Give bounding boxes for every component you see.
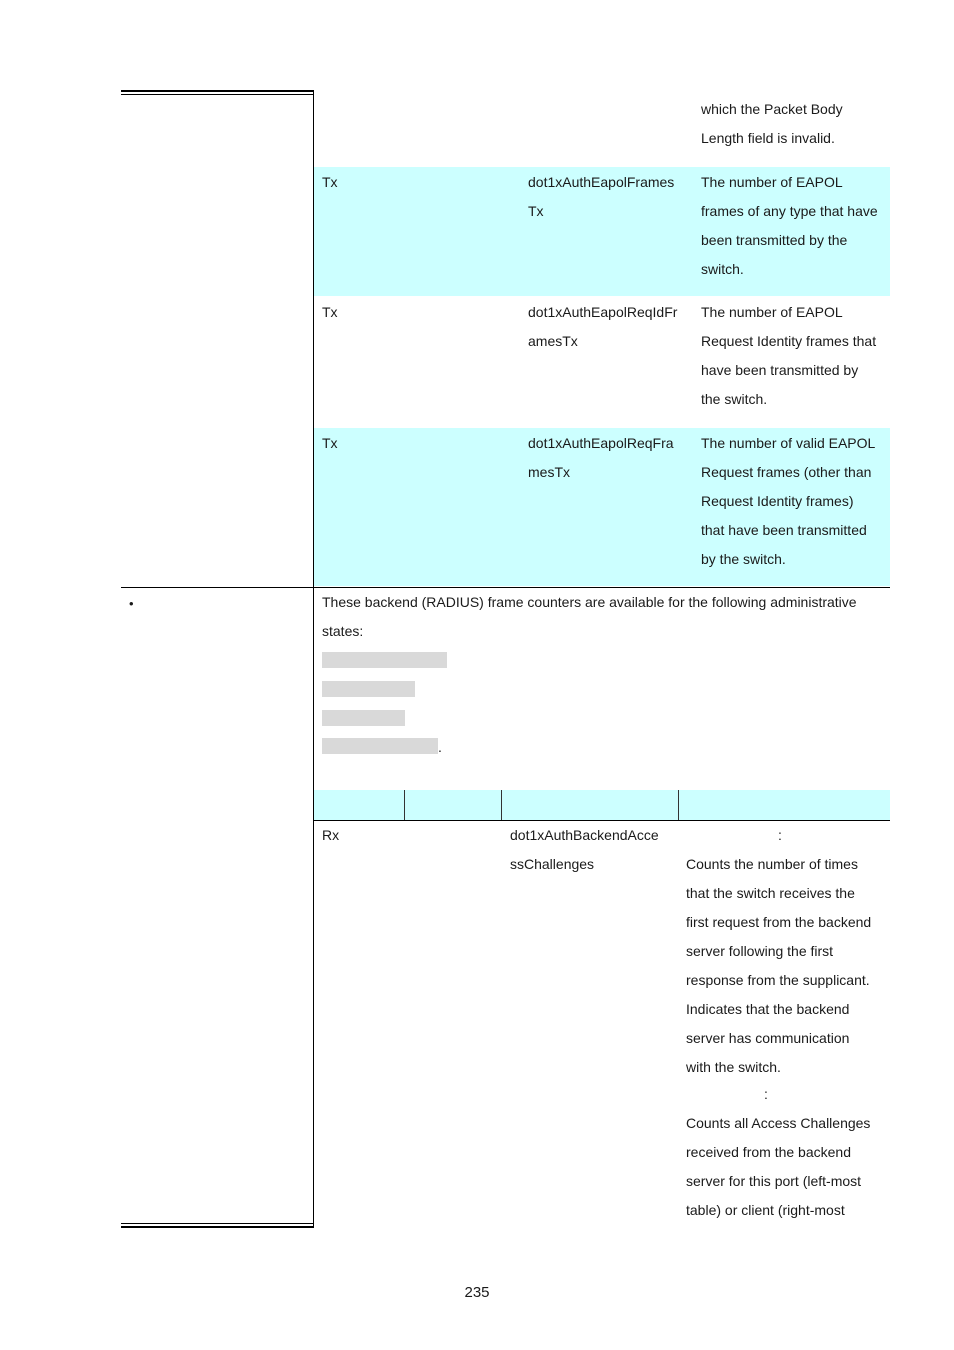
backend-row-1-colon-2: : bbox=[764, 1086, 768, 1102]
backend-intro-line-2: states: bbox=[322, 623, 364, 639]
frontend-row-2-direction: Tx bbox=[322, 304, 338, 320]
bullet-point: • bbox=[129, 596, 134, 611]
top-continuation-description: which the Packet Body Length field is invalid. bbox=[701, 101, 843, 146]
redacted-state-2 bbox=[322, 681, 415, 697]
backend-row-1-mib: dot1xAuthBackendAcce ssChallenges bbox=[510, 827, 659, 872]
redacted-state-4 bbox=[322, 738, 438, 754]
frontend-row-3-description: The number of valid EAPOL Request frames (other than Request Identity frames) that have been transmitted by the switch. bbox=[701, 435, 876, 567]
frontend-row-2-mib: dot1xAuthEapolReqIdFr amesTx bbox=[528, 304, 678, 349]
top-border-thick bbox=[121, 90, 314, 92]
redacted-state-3 bbox=[322, 710, 405, 726]
frontend-row-3-direction: Tx bbox=[322, 435, 338, 451]
top-border-thin bbox=[121, 94, 314, 95]
frontend-row-1-mib: dot1xAuthEapolFrames Tx bbox=[528, 174, 675, 219]
backend-row-1-colon-1: : bbox=[778, 827, 782, 843]
backend-row-1-description-1: Counts the number of times that the switch receives the first request from the backend server following the first response from the supplicant. Indicates that the backend server has communication with the switch. bbox=[686, 856, 872, 1075]
frontend-row-1-description: The number of EAPOL frames of any type that have been transmitted by the switch. bbox=[701, 174, 878, 277]
header-divider-1 bbox=[404, 790, 405, 820]
frontend-row-3-mib: dot1xAuthEapolReqFra mesTx bbox=[528, 435, 674, 480]
bottom-border-thin bbox=[121, 1223, 314, 1224]
trailing-period: . bbox=[438, 739, 442, 755]
bottom-border-thick bbox=[121, 1226, 314, 1228]
header-divider-2 bbox=[501, 790, 502, 820]
redacted-state-1 bbox=[322, 652, 447, 668]
backend-header-row bbox=[314, 790, 890, 820]
frontend-row-1-direction: Tx bbox=[322, 174, 338, 190]
backend-row-1-direction: Rx bbox=[322, 827, 340, 843]
backend-row-1-description-2: Counts all Access Challenges received from the backend server for this port (left-most table) or client (right-most bbox=[686, 1115, 871, 1218]
page-number: 235 bbox=[464, 1284, 490, 1301]
frontend-row-2-description: The number of EAPOL Request Identity frames that have been transmitted by the switch. bbox=[701, 304, 877, 407]
backend-intro-line-1: These backend (RADIUS) frame counters are available for the following administrative bbox=[322, 594, 857, 610]
header-divider-3 bbox=[678, 790, 679, 820]
